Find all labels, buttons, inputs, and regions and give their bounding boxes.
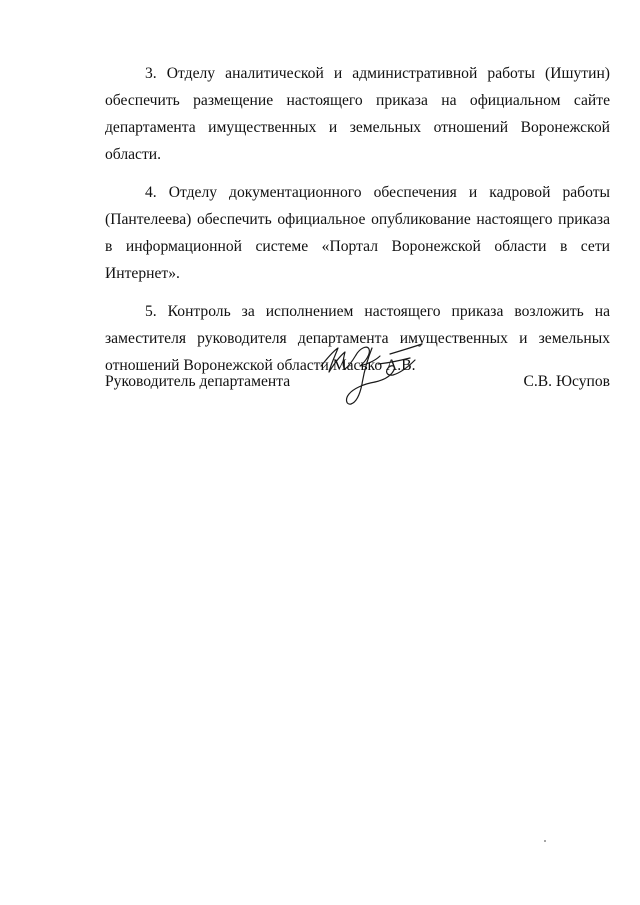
signatory-title: Руководитель департамента	[105, 373, 291, 390]
document-body	[105, 60, 610, 390]
signatory-name: С.В. Юсупов	[523, 373, 610, 390]
paragraph-item-5: 5. Контроль за исполнением настоящего приказа возложить на заместителя руководителя департамента имущественных и земельных отношений Воронежской области Масько А.В.	[105, 303, 610, 374]
handwritten-signature	[318, 342, 428, 408]
paragraph-item-4: 4. Отделу документационного обеспечения и кадровой работы (Пантелеева) обеспечить официальное опубликование настоящего приказа в информационной системе «Портал Воронежской области в сети Интернет».	[105, 184, 610, 282]
paragraph-item-3: 3. Отделу аналитической и административной работы (Ишутин) обеспечить размещение настоящего приказа на официальном сайте департамента имущественных и земельных отношений Воронежской области.	[105, 65, 610, 163]
signature-block	[105, 360, 610, 420]
scan-speck	[544, 840, 546, 842]
